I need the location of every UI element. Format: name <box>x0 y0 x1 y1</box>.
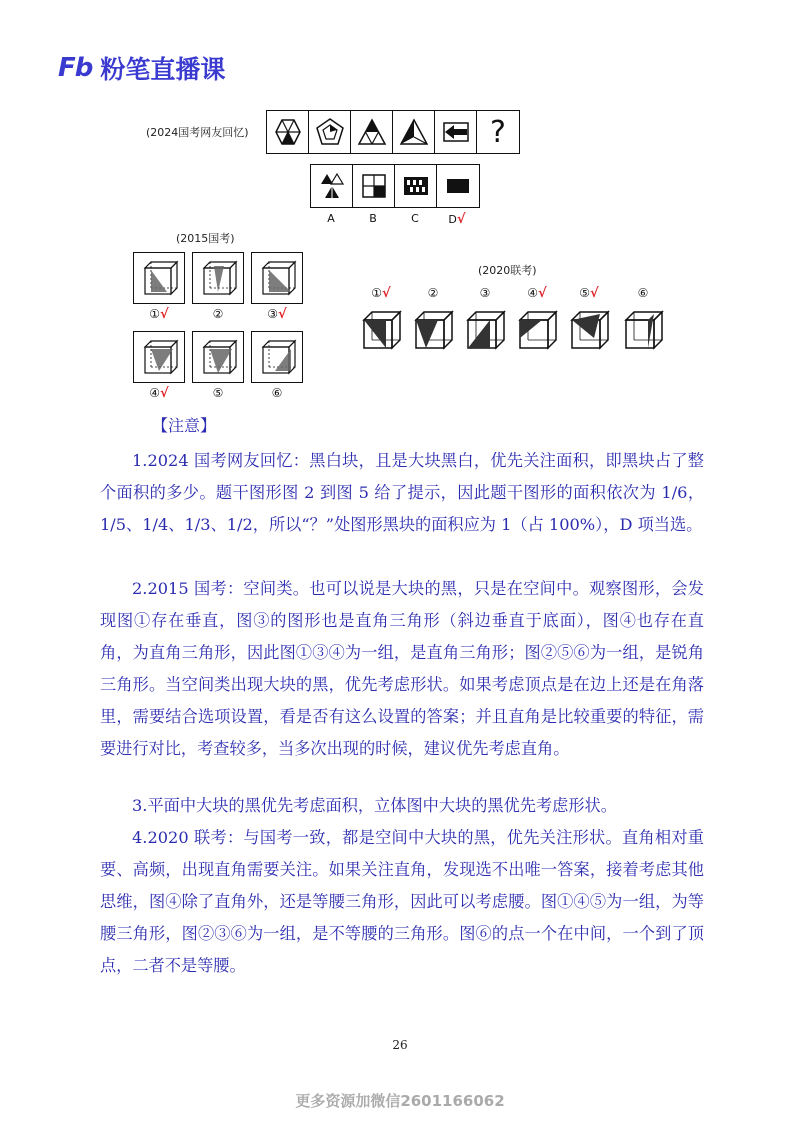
cube-2020-figure-1 <box>360 308 402 358</box>
cube-2015-figure-3 <box>251 252 303 304</box>
logo-mark: Fb <box>58 53 93 83</box>
option-label-d: D√ <box>448 212 466 227</box>
cube-icon <box>622 308 664 354</box>
check-mark-icon: √ <box>160 307 169 322</box>
cube-2015-number-3: ③√ <box>267 307 287 322</box>
q2015-label: (2015国考) <box>176 232 235 245</box>
cube-2020-figure-6 <box>622 308 664 358</box>
cube-2020-number-3: ③ <box>479 286 491 300</box>
cube-2020-figure-2 <box>412 308 454 358</box>
q2024-sequence <box>266 110 520 154</box>
cube-2015-number-2: ② <box>212 307 224 321</box>
quadrant-option-icon <box>359 171 389 201</box>
answer-check-icon: √ <box>456 212 466 227</box>
footer-watermark: 更多资源加微信2601166062 <box>295 1092 505 1110</box>
question-mark: ? <box>490 114 506 150</box>
cube-2020-number-2: ② <box>427 286 439 300</box>
brand-logo <box>58 50 225 86</box>
cube-2020-number-6: ⑥ <box>637 286 649 300</box>
check-mark-icon: √ <box>278 307 287 322</box>
black-rect-option-icon <box>443 171 473 201</box>
cube-2020-figure-4 <box>516 308 558 358</box>
cube-icon <box>464 308 506 354</box>
cube-2015-number-5: ⑤ <box>212 386 224 400</box>
option-label-c: C <box>411 212 419 225</box>
cube-2015-number-4: ④√ <box>149 386 169 401</box>
hexagon-figure-icon <box>273 117 303 147</box>
cube-2015-figure-4 <box>133 331 185 383</box>
cube-2020-figure-3 <box>464 308 506 358</box>
check-mark-icon: √ <box>590 286 599 301</box>
cube-2020-number-4: ④√ <box>527 286 547 301</box>
cube-2015-number-1: ①√ <box>149 307 169 322</box>
triangles-option-icon <box>317 171 347 201</box>
cube-icon <box>137 256 181 300</box>
option-a-figure <box>311 165 353 207</box>
arrow-figure-icon <box>441 117 471 147</box>
q2020-label: (2020联考) <box>478 264 537 277</box>
cube-icon <box>137 335 181 379</box>
notes-title: 【注意】 <box>152 416 217 435</box>
cube-2015-figure-1 <box>133 252 185 304</box>
seq-figure-5 <box>435 111 477 153</box>
q2024-options <box>310 164 480 208</box>
cube-icon <box>360 308 402 354</box>
cube-icon <box>516 308 558 354</box>
option-label-a: A <box>327 212 335 225</box>
check-mark-icon: √ <box>538 286 547 301</box>
seq-figure-4 <box>393 111 435 153</box>
cube-icon <box>568 308 610 354</box>
cube-2020-figure-5 <box>568 308 610 358</box>
triangle-split-icon <box>399 117 429 147</box>
logo-text: 粉笔直播课 <box>100 55 226 84</box>
note-paragraph-3: 3.平面中大块的黑优先考虑面积，立体图中大块的黑优先考虑形状。 <box>132 796 617 815</box>
cube-2020-number-1: ①√ <box>371 286 391 301</box>
page-number: 26 <box>392 1038 408 1052</box>
triangle-figure-icon <box>357 117 387 147</box>
cube-2015-figure-5 <box>192 331 244 383</box>
cube-2015-figure-6 <box>251 331 303 383</box>
seq-figure-2 <box>309 111 351 153</box>
seq-figure-question <box>477 111 519 153</box>
checker-option-icon <box>401 171 431 201</box>
cube-icon <box>196 256 240 300</box>
option-d-figure <box>437 165 479 207</box>
note-paragraph-1: 1.2024 国考网友回忆：黑白块，且是大块黑白，优先关注面积，即黑块占了整个面积的多少。题干图形图 2 到图 5 给了提示，因此题干图形的面积依次为 1/6，1/5、1/4、1/3、1/2，所以“？”处图形黑块的面积应为 1（占 100%），D 项当选。 <box>100 451 704 534</box>
seq-figure-3 <box>351 111 393 153</box>
option-c-figure <box>395 165 437 207</box>
check-mark-icon: √ <box>160 386 169 401</box>
note-paragraph-4: 4.2020 联考：与国考一致，都是空间中大块的黑，优先关注形状。直角相对重要、高频，出现直角需要关注。如果关注直角，发现选不出唯一答案，接着考虑其他思维，图④除了直角外，还是等腰三角形，因此可以考虑腰。图①④⑤为一组，为等腰三角形，图②③⑥为一组，是不等腰的三角形。图⑥的点一个在中间，一个到了顶点，二者不是等腰。 <box>100 828 704 975</box>
cube-2015-number-6: ⑥ <box>271 386 283 400</box>
option-b-figure <box>353 165 395 207</box>
pentagon-figure-icon <box>315 117 345 147</box>
seq-figure-1 <box>267 111 309 153</box>
cube-2015-figure-2 <box>192 252 244 304</box>
cube-icon <box>255 335 299 379</box>
cube-icon <box>412 308 454 354</box>
option-label-b: B <box>369 212 377 225</box>
cube-icon <box>196 335 240 379</box>
note-paragraph-2: 2.2015 国考：空间类。也可以说是大块的黑，只是在空间中。观察图形，会发现图①存在垂直，图③的图形也是直角三角形（斜边垂直于底面），图④也存在直角，为直角三角形，因此图①③④为一组，是直角三角形；图②⑤⑥为一组，是锐角三角形。当空间类出现大块的黑，优先考虑形状。如果考虑顶点是在边上还是在角落里，需要结合选项设置，看是否有这么设置的答案；并且直角是比较重要的特征，需要进行对比，考查较多，当多次出现的时候，建议优先考虑直角。 <box>100 579 704 758</box>
option-labels <box>310 212 478 227</box>
cube-2020-number-5: ⑤√ <box>579 286 599 301</box>
check-mark-icon: √ <box>382 286 391 301</box>
q2024-label: (2024国考网友回忆) <box>146 126 249 139</box>
cube-icon <box>255 256 299 300</box>
